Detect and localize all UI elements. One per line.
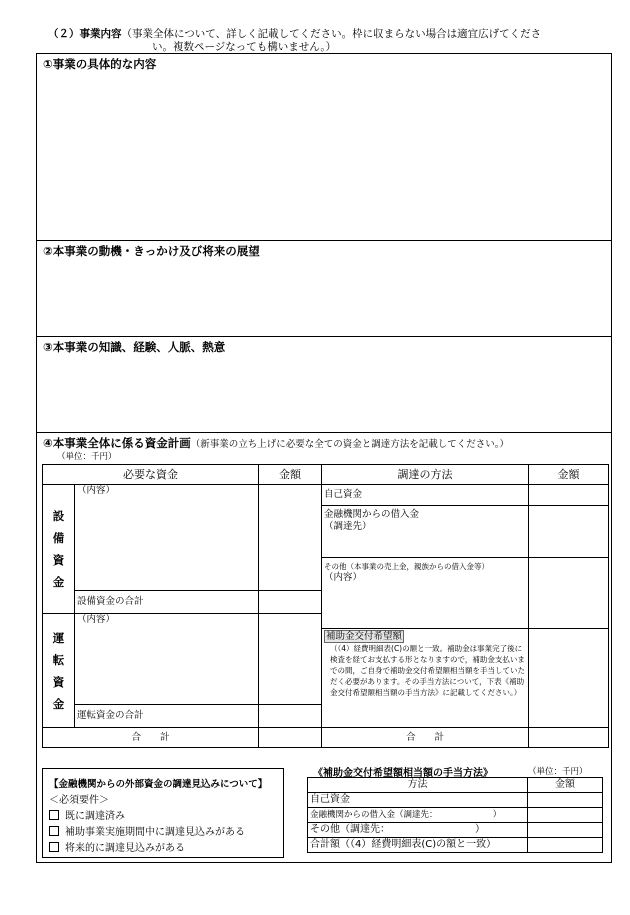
section-3-title: ③本事業の知識、経験、人脈、熱意: [43, 340, 226, 354]
option-already[interactable]: 既に調達済み: [49, 809, 277, 825]
other-label: その他（本事業の売上金，親族からの借入金等）: [324, 562, 489, 571]
grand-total-amount-2[interactable]: [529, 728, 609, 748]
option-future[interactable]: 将来的に調達見込みがある: [49, 841, 277, 857]
section-4-label: ④本事業全体に係る資金計画: [43, 436, 191, 450]
subsidy-table-unit: （単位：千円）: [528, 767, 588, 777]
page-header: [48, 28, 614, 54]
business-content-frame: [36, 53, 612, 863]
row-loan: 金融機関からの借入金（調達先： ）: [308, 808, 528, 823]
op-content-cell[interactable]: （内容）: [75, 614, 259, 705]
row-total: 合計額（（4）経費明細表(C)の額と一致）: [308, 838, 528, 853]
checkbox-icon[interactable]: [49, 842, 59, 852]
section-4-title: [43, 435, 509, 451]
row-other: その他（調達先： ）: [308, 823, 528, 838]
row-loan-amount[interactable]: [528, 808, 603, 823]
loan-source: （調達先）: [324, 521, 372, 532]
loan-label: 金融機関からの借入金: [324, 509, 420, 520]
subsidy-amount[interactable]: [529, 629, 609, 728]
grand-total-label: 合 計: [43, 728, 259, 748]
col-method: 調達の方法: [322, 465, 529, 485]
equip-fund-label: 設 備 資 金: [43, 485, 75, 614]
op-total-label: 運転資金の合計: [75, 705, 259, 728]
other-cell: [322, 558, 529, 629]
external-funding-box: [42, 768, 284, 858]
subsidy-label: 補助金交付希望額: [326, 631, 403, 642]
checkbox-icon[interactable]: [49, 810, 59, 820]
header-note-2: い。複数ページなっても構いません。）: [152, 41, 337, 53]
self-fund-amount[interactable]: [529, 485, 609, 506]
op-total-amount[interactable]: [259, 705, 322, 728]
unit-label: （単位：千円）: [57, 452, 117, 462]
col-amount-1: 金額: [259, 465, 322, 485]
grand-total-label-2: 合 計: [322, 728, 529, 748]
other-amount[interactable]: [529, 558, 609, 629]
checkbox-icon[interactable]: [49, 826, 59, 836]
loan-amount[interactable]: [529, 506, 609, 558]
col-method-2: 方法: [308, 778, 528, 793]
op-amount-cell[interactable]: [259, 614, 322, 705]
subsidy-table-title: 《補助金交付希望額相当額の手当方法》: [313, 768, 493, 779]
subsidy-method-table: [307, 777, 603, 853]
equip-amount-cell[interactable]: [259, 485, 322, 591]
operating-fund-label: 運 転 資 金: [43, 614, 75, 728]
external-funding-title: 【金融機関からの外部資金の調達見込みについて】: [49, 779, 268, 790]
row-self-fund: 自己資金: [308, 793, 528, 808]
subsidy-cell: [322, 629, 529, 728]
equip-total-label: 設備資金の合計: [75, 591, 259, 614]
subsidy-note: （（4）経費明細表(C)の額と一致。補助金は事業完了後に検査を経てお支払する形となりますので，補助金支払いまでの間，ご自身で補助金交付希望額相当額を手当していただく必要があります。その手当方法について，下表《補助金交付希望額相当額の手当方法》に記載してください。）: [330, 644, 525, 697]
row-total-amount[interactable]: [528, 838, 603, 853]
header-note-1: （事業全体について、詳しく記載してください。枠に収まらない場合は適宜広げてくださ: [121, 28, 542, 40]
col-amount-3: 金額: [528, 778, 603, 793]
required-label: ＜必須要件＞: [49, 795, 109, 806]
other-content: （内容）: [324, 572, 363, 583]
equip-content-cell[interactable]: （内容）: [75, 485, 259, 591]
grand-total-amount[interactable]: [259, 728, 322, 748]
row-other-amount[interactable]: [528, 823, 603, 838]
col-needed-funds: 必要な資金: [43, 465, 259, 485]
section-2-title: ②本事業の動機・きっかけ及び将来の展望: [43, 244, 260, 258]
divider-1: [37, 240, 611, 241]
row-self-fund-amount[interactable]: [528, 793, 603, 808]
self-fund-label: 自己資金: [322, 485, 529, 506]
loan-cell: [322, 506, 529, 558]
col-amount-2: 金額: [529, 465, 609, 485]
section-4-note: （新事業の立ち上げに必要な全ての資金と調達方法を記載してください。）: [190, 439, 510, 450]
divider-2: [37, 336, 611, 337]
option-during-period[interactable]: 補助事業実施期間中に調達見込みがある: [49, 825, 277, 841]
equip-total-amount[interactable]: [259, 591, 322, 614]
fund-plan-table: [42, 464, 609, 748]
header-title: （２）事業内容: [48, 28, 122, 40]
section-1-title: ①事業の具体的な内容: [43, 57, 157, 71]
divider-3: [37, 432, 611, 433]
